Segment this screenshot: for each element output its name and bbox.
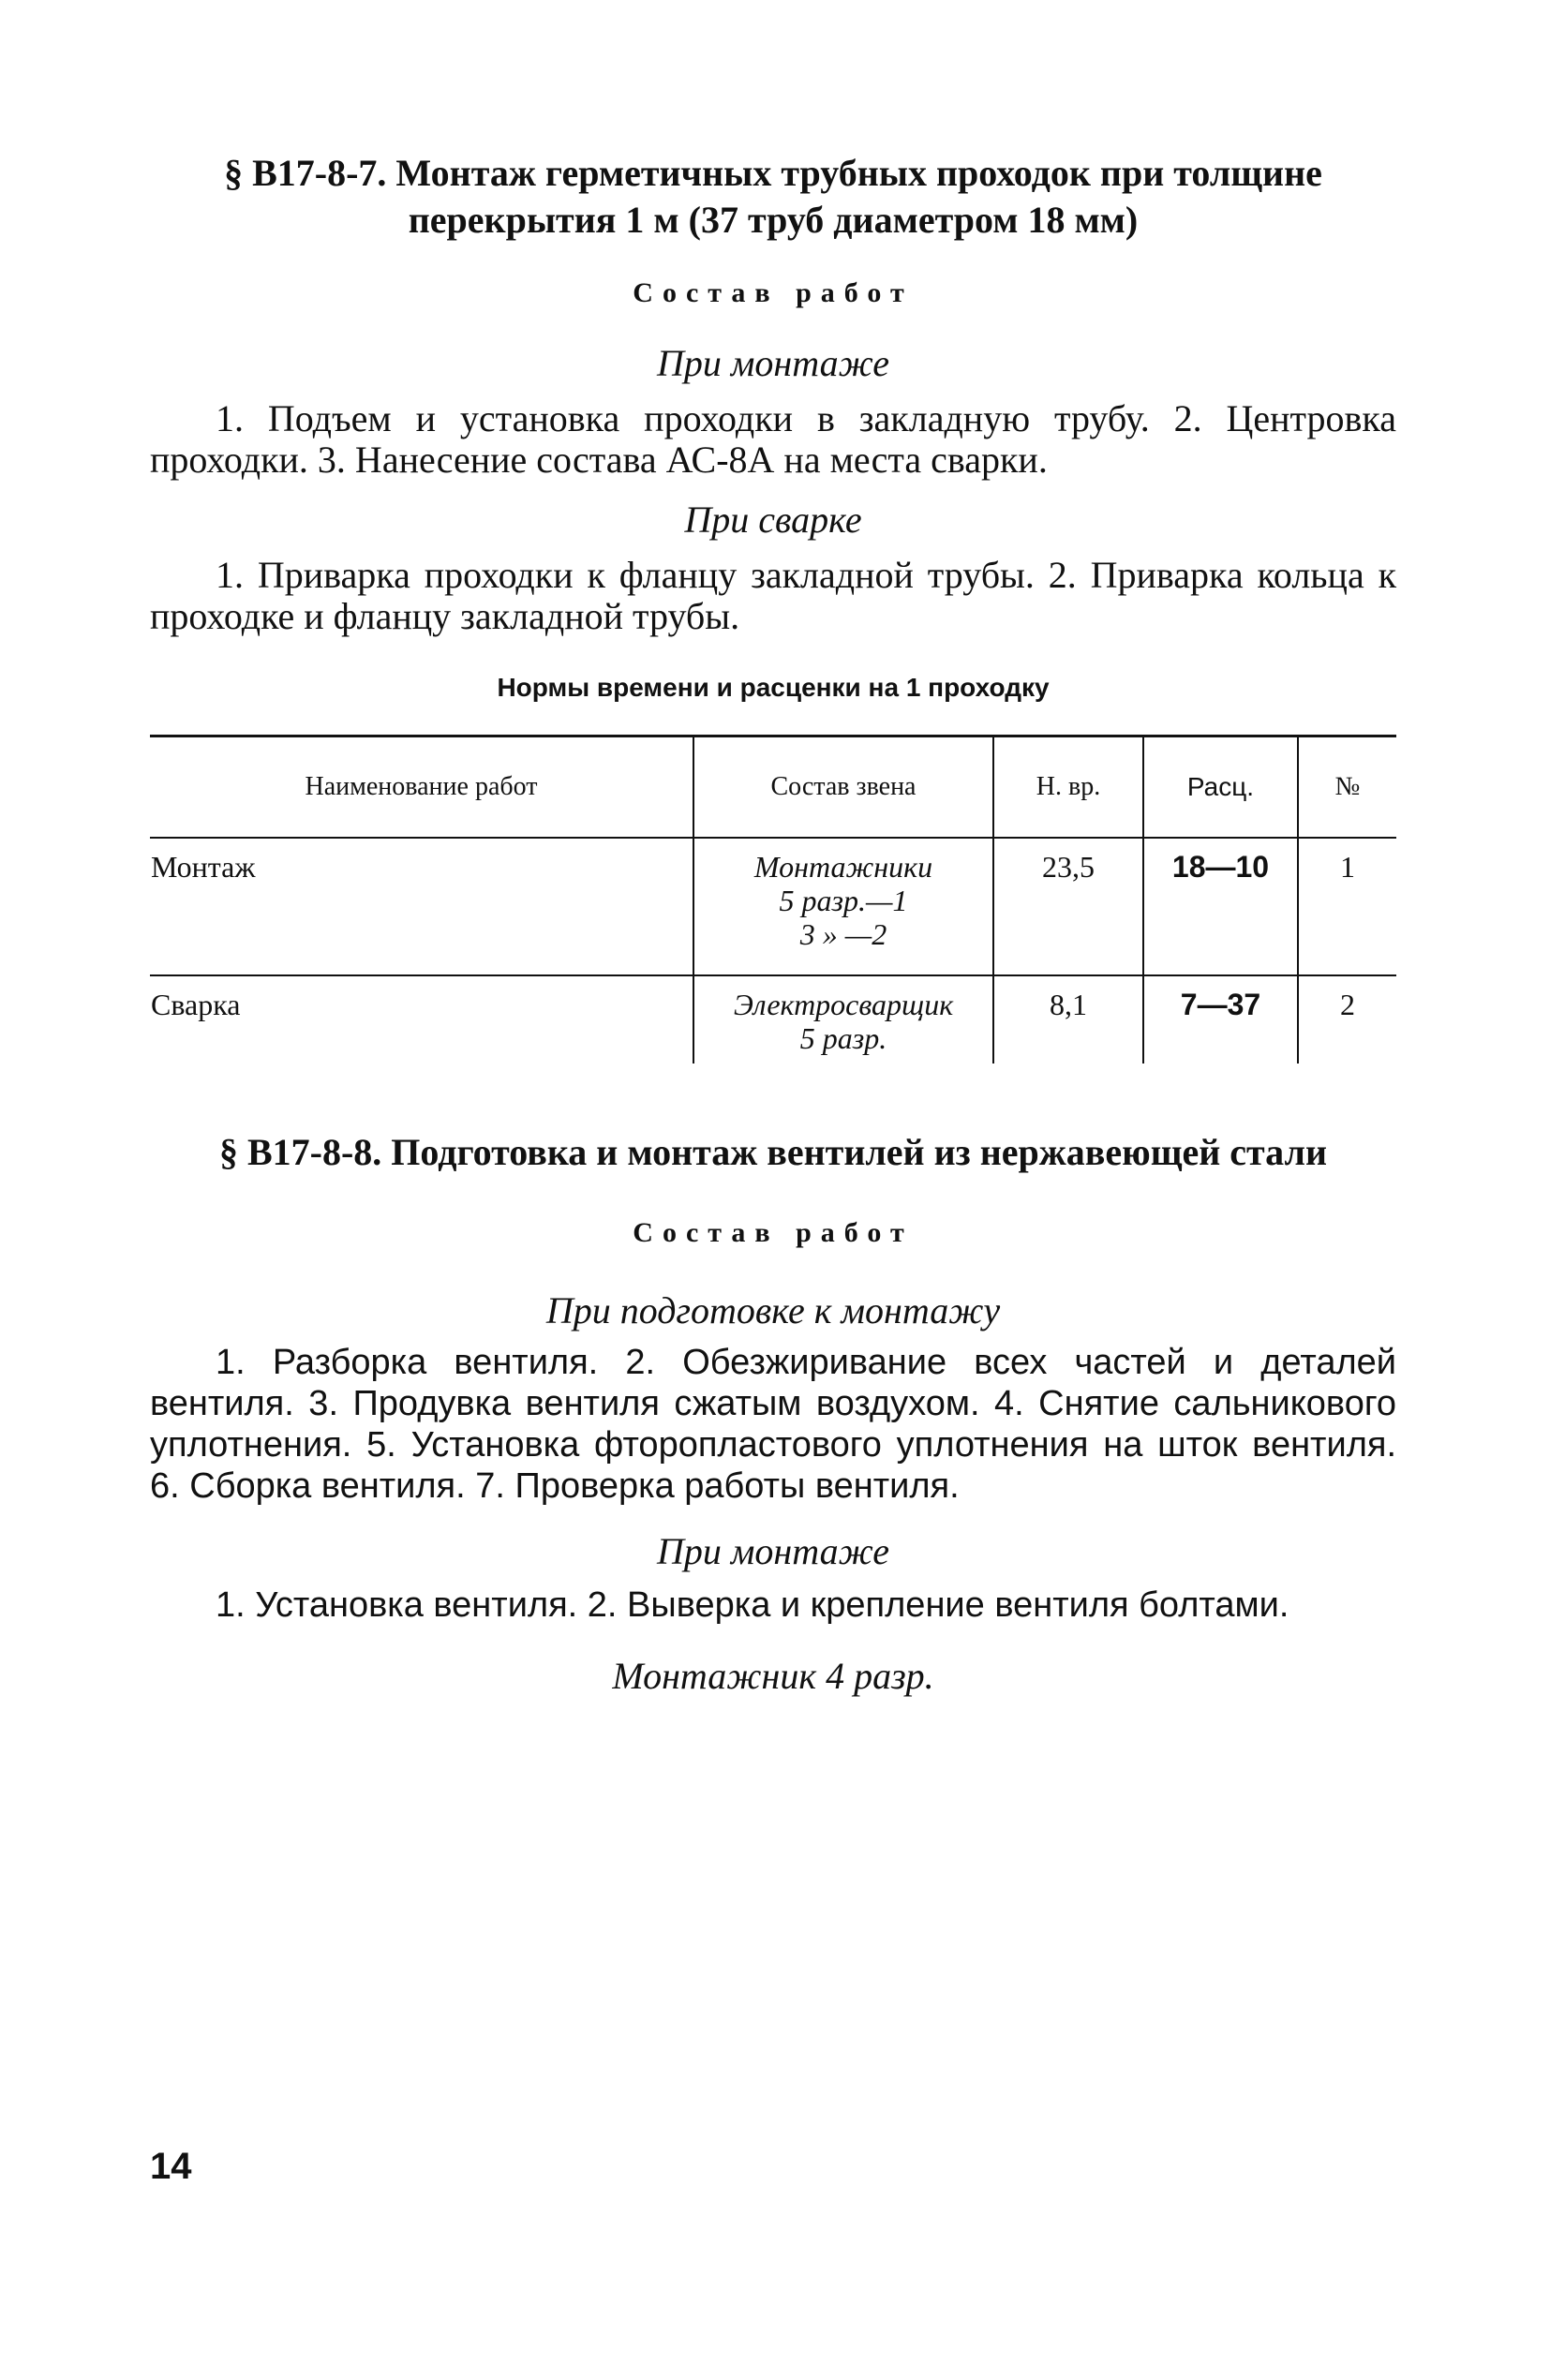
section1-weld-heading: При сварке [684, 498, 862, 541]
header-number: № [1298, 736, 1396, 839]
crew-line: 5 разр.—1 [779, 884, 908, 917]
cell-number: 1 [1298, 838, 1396, 975]
cell-crew [693, 838, 993, 975]
cell-rate: 18—10 [1143, 838, 1298, 975]
header-work-name: Наименование работ [150, 736, 693, 839]
norms-table [150, 735, 1396, 1064]
cell-number: 2 [1298, 975, 1396, 1064]
table-row [150, 975, 1396, 1064]
cell-norm-time: 23,5 [993, 838, 1143, 975]
section1-install-heading: При монтаже [656, 342, 890, 384]
cell-rate: 7—37 [1143, 975, 1298, 1064]
section1-weld-text: 1. Приварка проходки к фланцу закладной трубы. 2. Приварка кольца к проходке и фланцу закладной трубы. [150, 554, 1396, 637]
section1-work-heading: Состав работ [633, 277, 914, 308]
cell-work-name: Монтаж [150, 838, 693, 975]
header-crew: Состав звена [693, 736, 993, 839]
page-content [150, 150, 1396, 1698]
section2-title: § В17-8-8. Подготовка и монтаж вентилей из нержавеющей стали [218, 1131, 1327, 1173]
section2-install-text: 1. Установка вентиля. 2. Выверка и крепление вентиля болтами. [216, 1585, 1289, 1625]
header-rate: Расц. [1143, 736, 1298, 839]
table-title: Нормы времени и расценки на 1 проходку [497, 673, 1050, 702]
crew-line: Монтажники [753, 850, 933, 884]
cell-crew [693, 975, 993, 1064]
page-number: 14 [150, 2146, 192, 2187]
section2-crew: Монтажник 4 разр. [612, 1655, 934, 1697]
section1-install-text: 1. Подъем и установка проходки в закладную трубу. 2. Центровка проходки. 3. Нанесение состава АС-8А на места сварки. [150, 397, 1396, 481]
table-header-row [150, 736, 1396, 839]
crew-line: 5 разр. [799, 1021, 887, 1055]
cell-norm-time: 8,1 [993, 975, 1143, 1064]
section2-install-heading: При монтаже [656, 1530, 890, 1572]
section1-title: § В17-8-7. Монтаж герметичных трубных проходок при толщине перекрытия 1 м (37 труб диаметром 18 мм) [224, 152, 1322, 241]
section2-work-heading: Состав работ [633, 1217, 914, 1248]
section2-prep-heading: При подготовке к монтажу [545, 1289, 1001, 1331]
section2-prep-text: 1. Разборка вентиля. 2. Обезжиривание всех частей и деталей вентиля. 3. Продувка вентиля сжатым воздухом. 4. Снятие сальникового уплотнения. 5. Установка фторопластового уплотнения на шток вентиля. 6. Сборка вентиля. 7. Проверка работы вентиля. [150, 1343, 1396, 1506]
crew-line: Электросварщик [733, 988, 954, 1021]
cell-work-name: Сварка [151, 988, 241, 1021]
crew-line: 3 » —2 [799, 917, 887, 951]
header-norm-time: Н. вр. [993, 736, 1143, 839]
table-row [150, 838, 1396, 975]
